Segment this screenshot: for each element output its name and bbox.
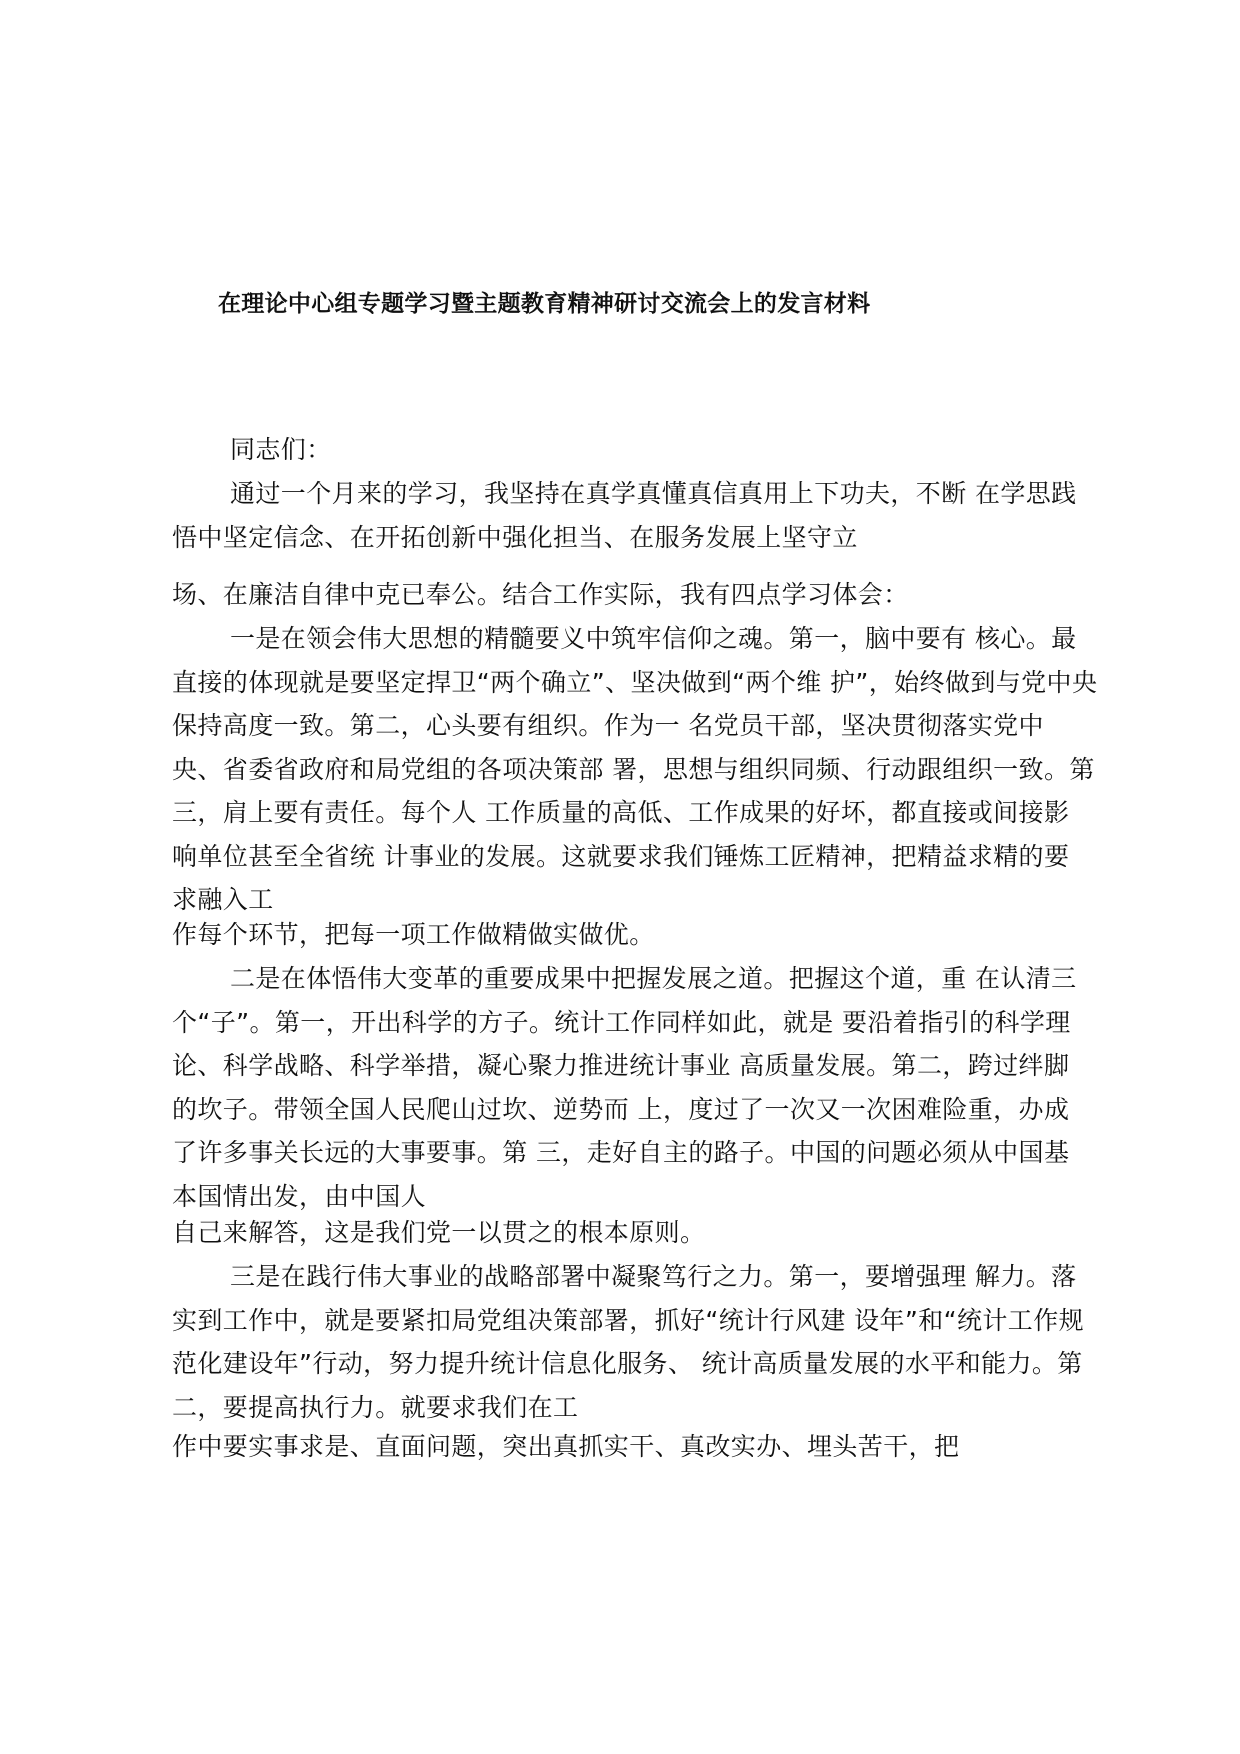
paragraph-line: 求融入工 (172, 885, 274, 914)
greeting-line: 同志们： (230, 435, 332, 464)
paragraph-line: 实到工作中，就是要紧扣局党组决策部署，抓好“统计行风建 设年”和“统计工作规 (172, 1305, 1085, 1335)
paragraph-line: 论、科学战略、科学举措，凝心聚力推进统计事业 高质量发展。第二，跨过绊脚 (172, 1051, 1070, 1080)
paragraph-line: 的坎子。带领全国人民爬山过坎、逆势而 上，度过了一次又一次困难险重，办成 (172, 1094, 1070, 1124)
paragraph-line: 一是在领会伟大思想的精髓要义中筑牢信仰之魂。第一，脑中要有 核心。最 (230, 624, 1077, 653)
paragraph-line: 三，肩上要有责任。每个人 工作质量的高低、工作成果的好坏，都直接或间接影 (172, 798, 1070, 827)
intro-paragraph-continuation (172, 573, 1092, 617)
paragraph-line: 央、省委省政府和局党组的各项决策部 署，思想与组织同频、行动跟组织一致。第 (172, 754, 1095, 784)
paragraph-line: 通过一个月来的学习，我坚持在真学真懂真信真用上下功夫，不断 在学思践 (230, 479, 1077, 508)
paragraph-line: 本国情出发，由中国人 (172, 1181, 427, 1211)
paragraph-line: 了许多事关长远的大事要事。第 三，走好自主的路子。中国的问题必须从中国基 (172, 1138, 1070, 1167)
paragraph-line: 二，要提高执行力。就要求我们在工 (172, 1392, 579, 1422)
point-one-paragraph-continuation (172, 913, 1092, 957)
paragraph-line: 作中要实事求是、直面问题，突出真抓实干、真改实办、埋头苦干，把 (172, 1432, 960, 1461)
paragraph-line: 范化建设年”行动，努力提升统计信息化服务、 统计高质量发展的水平和能力。第 (172, 1349, 1083, 1378)
intro-paragraph (172, 472, 1092, 559)
point-two-paragraph (172, 957, 1092, 1218)
paragraph-line: 二是在体悟伟大变革的重要成果中把握发展之道。把握这个道，重 在认清三 (230, 964, 1077, 993)
greeting-paragraph (172, 428, 1092, 472)
paragraph-line: 悟中坚定信念、在开拓创新中强化担当、在服务发展上坚守立 (172, 522, 858, 552)
paragraph-line: 直接的体现就是要坚定捍卫“两个确立”、坚决做到“两个维 护”，始终做到与党中央 (172, 667, 1098, 697)
paragraph-line: 保持高度一致。第二，心头要有组织。作为一 名党员干部，坚决贯彻落实党中 (172, 711, 1044, 740)
paragraph-line: 作每个环节，把每一项工作做精做实做优。 (172, 920, 655, 949)
document-title: 在理论中心组专题学习暨主题教育精神研讨交流会上的发言材料 (218, 291, 871, 317)
point-one-paragraph (172, 617, 1098, 922)
paragraph-line: 三是在践行伟大事业的战略部署中凝聚笃行之力。第一，要增强理 解力。落 (230, 1262, 1077, 1291)
paragraph-line: 场、在廉洁自律中克已奉公。结合工作实际，我有四点学习体会： (172, 580, 909, 609)
paragraph-line: 响单位甚至全省统 计事业的发展。这就要求我们锤炼工匠精神，把精益求精的要 (172, 841, 1070, 871)
point-three-paragraph (172, 1255, 1092, 1429)
paragraph-line: 个“子”。第一，开出科学的方子。统计工作同样如此，就是 要沿着指引的科学理 (172, 1007, 1071, 1037)
paragraph-line: 自己来解答，这是我们党一以贯之的根本原则。 (172, 1218, 706, 1247)
point-three-paragraph-continuation (172, 1425, 1092, 1469)
point-two-paragraph-continuation (172, 1211, 1092, 1255)
